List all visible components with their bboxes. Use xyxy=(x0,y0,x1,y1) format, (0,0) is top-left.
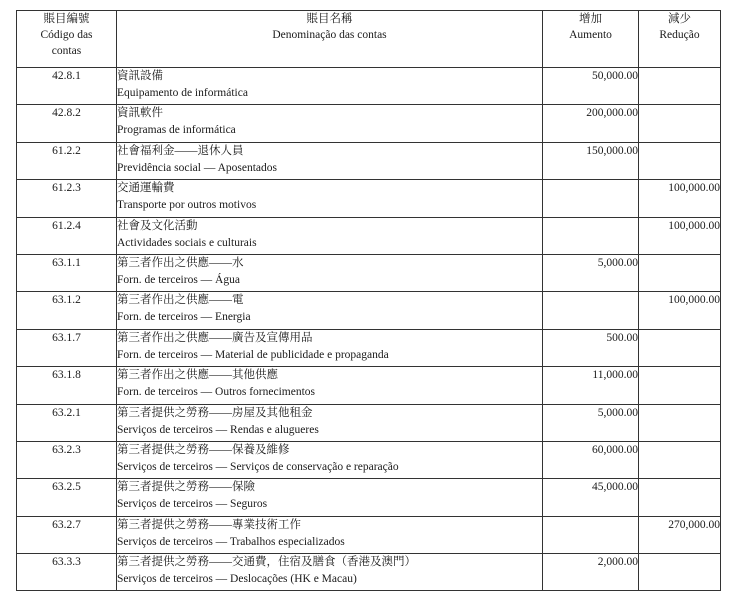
account-name-pt: Actividades sociais e culturais xyxy=(117,236,257,249)
account-code: 61.2.4 xyxy=(17,217,117,254)
account-code: 63.1.7 xyxy=(17,329,117,366)
account-code: 63.3.3 xyxy=(17,554,117,591)
account-code: 61.2.2 xyxy=(17,142,117,179)
account-name-pt: Forn. de terceiros — Água xyxy=(117,273,240,286)
account-name-pt: Equipamento de informática xyxy=(117,87,248,99)
account-name-zh: 第三者提供之勞務——交通費，住宿及膳食（香港及澳門） xyxy=(117,556,416,569)
decrease-amount xyxy=(639,142,721,179)
account-name-pt: Programas de informática xyxy=(117,124,236,137)
account-name xyxy=(117,367,543,404)
account-name xyxy=(117,329,543,366)
increase-amount xyxy=(543,516,639,553)
increase-amount: 50,000.00 xyxy=(543,68,639,105)
decrease-amount xyxy=(639,105,721,142)
table-row xyxy=(17,105,721,142)
table-row xyxy=(17,404,721,441)
account-name xyxy=(117,217,543,254)
account-code: 63.2.5 xyxy=(17,479,117,516)
account-code: 42.8.2 xyxy=(17,105,117,142)
header-account-name xyxy=(117,11,543,68)
account-code: 63.1.2 xyxy=(17,292,117,329)
table-row xyxy=(17,217,721,254)
header-name-pt: Denominação das contas xyxy=(272,29,387,41)
decrease-amount: 270,000.00 xyxy=(639,516,721,553)
account-name-zh: 第三者作出之供應——水 xyxy=(117,256,244,269)
table-header-row xyxy=(17,11,721,68)
decrease-amount xyxy=(639,254,721,291)
decrease-amount xyxy=(639,554,721,591)
table-row xyxy=(17,292,721,329)
account-name-zh: 第三者作出之供應——其他供應 xyxy=(117,369,278,382)
account-name-zh: 第三者作出之供應——廣告及宣傳用品 xyxy=(117,331,313,344)
table-row xyxy=(17,479,721,516)
account-name xyxy=(117,180,543,217)
account-code: 63.1.1 xyxy=(17,254,117,291)
account-name xyxy=(117,68,543,105)
account-name-pt: Serviços de terceiros — Seguros xyxy=(117,498,268,511)
table-row xyxy=(17,516,721,553)
account-name-pt: Serviços de terceiros — Serviços de conservação e reparação xyxy=(117,460,399,473)
increase-amount xyxy=(543,217,639,254)
account-name-pt: Serviços de terceiros — Rendas e alugueres xyxy=(117,423,319,436)
increase-amount xyxy=(543,292,639,329)
table-row xyxy=(17,68,721,105)
decrease-amount: 100,000.00 xyxy=(639,292,721,329)
header-increase-zh: 增加 xyxy=(579,13,602,25)
table-row xyxy=(17,180,721,217)
decrease-amount xyxy=(639,367,721,404)
account-name xyxy=(117,554,543,591)
account-name xyxy=(117,292,543,329)
account-name xyxy=(117,254,543,291)
header-code-pt-line2: contas xyxy=(51,45,82,57)
account-code: 63.2.1 xyxy=(17,404,117,441)
decrease-amount: 100,000.00 xyxy=(639,180,721,217)
account-name-zh: 交通運輸費 xyxy=(117,182,175,195)
increase-amount: 5,000.00 xyxy=(543,254,639,291)
increase-amount xyxy=(543,180,639,217)
account-name-pt: Serviços de terceiros — Deslocações (HK e Macau) xyxy=(117,573,357,586)
budget-changes-table xyxy=(16,10,721,591)
account-name-pt: Forn. de terceiros — Material de publicidade e propaganda xyxy=(117,348,389,361)
table-row xyxy=(17,554,721,591)
table-row xyxy=(17,367,721,404)
account-name xyxy=(117,404,543,441)
increase-amount: 2,000.00 xyxy=(543,554,639,591)
increase-amount: 60,000.00 xyxy=(543,441,639,478)
table-body xyxy=(17,68,721,591)
decrease-amount xyxy=(639,404,721,441)
increase-amount: 500.00 xyxy=(543,329,639,366)
table-row xyxy=(17,142,721,179)
account-name-pt: Transporte por outros motivos xyxy=(117,199,257,212)
decrease-amount xyxy=(639,441,721,478)
account-name-zh: 第三者作出之供應——電 xyxy=(117,294,244,307)
header-increase xyxy=(543,11,639,68)
account-name-zh: 第三者提供之勞務——保險 xyxy=(117,481,255,494)
account-name-pt: Serviços de terceiros — Trabalhos especializados xyxy=(117,535,345,548)
account-code: 63.1.8 xyxy=(17,367,117,404)
header-name-zh: 賬目名稱 xyxy=(306,13,353,25)
increase-amount: 11,000.00 xyxy=(543,367,639,404)
account-code: 63.2.3 xyxy=(17,441,117,478)
account-name-zh: 第三者提供之勞務——專業技術工作 xyxy=(117,518,301,531)
decrease-amount: 100,000.00 xyxy=(639,217,721,254)
increase-amount: 5,000.00 xyxy=(543,404,639,441)
header-increase-pt: Aumento xyxy=(569,29,612,41)
account-name xyxy=(117,479,543,516)
increase-amount: 150,000.00 xyxy=(543,142,639,179)
table-row xyxy=(17,329,721,366)
account-name-zh: 資訊設備 xyxy=(117,70,163,82)
account-name-zh: 資訊軟件 xyxy=(117,107,163,120)
decrease-amount xyxy=(639,329,721,366)
decrease-amount xyxy=(639,68,721,105)
account-name xyxy=(117,441,543,478)
account-name-pt: Forn. de terceiros — Energia xyxy=(117,311,251,324)
account-name-zh: 第三者提供之勞務——保養及維修 xyxy=(117,443,290,456)
account-name xyxy=(117,105,543,142)
account-name-pt: Forn. de terceiros — Outros fornecimentos xyxy=(117,386,316,399)
account-name-pt: Previdência social — Aposentados xyxy=(117,161,278,174)
header-code-pt-line1: Código das xyxy=(40,29,93,41)
account-name-zh: 第三者提供之勞務——房屋及其他租金 xyxy=(117,406,313,419)
account-name xyxy=(117,142,543,179)
account-name-zh: 社會及文化活動 xyxy=(117,219,198,232)
account-name xyxy=(117,516,543,553)
decrease-amount xyxy=(639,479,721,516)
header-decrease-zh: 減少 xyxy=(668,13,691,25)
header-decrease-pt: Redução xyxy=(659,29,700,41)
table-row xyxy=(17,254,721,291)
account-name-zh: 社會福利金——退休人員 xyxy=(117,144,244,157)
header-decrease xyxy=(639,11,721,68)
header-code-zh: 賬目編號 xyxy=(43,13,90,25)
header-account-code xyxy=(17,11,117,68)
table-row xyxy=(17,441,721,478)
increase-amount: 200,000.00 xyxy=(543,105,639,142)
account-code: 63.2.7 xyxy=(17,516,117,553)
account-code: 61.2.3 xyxy=(17,180,117,217)
account-code: 42.8.1 xyxy=(17,68,117,105)
increase-amount: 45,000.00 xyxy=(543,479,639,516)
